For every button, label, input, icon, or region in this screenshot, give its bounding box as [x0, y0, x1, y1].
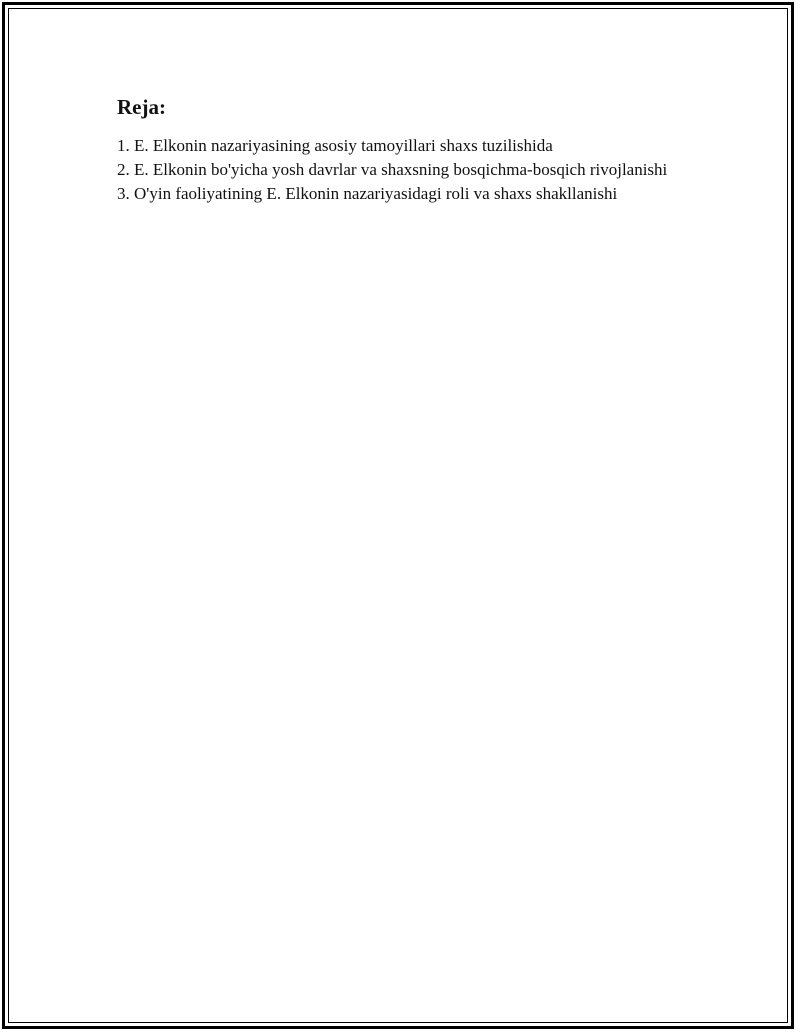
- plan-item-2: 2. E. Elkonin bo'yicha yosh davrlar va shaxsning bosqichma-bosqich rivojlanishi: [117, 160, 668, 179]
- plan-list: [117, 134, 677, 206]
- plan-item-1: 1. E. Elkonin nazariyasining asosiy tamoyillari shaxs tuzilishida: [117, 136, 553, 155]
- page-content: [117, 94, 677, 206]
- plan-item-3: 3. O'yin faoliyatining E. Elkonin nazariyasidagi roli va shaxs shakllanishi: [117, 184, 618, 203]
- plan-heading: Reja:: [117, 95, 166, 119]
